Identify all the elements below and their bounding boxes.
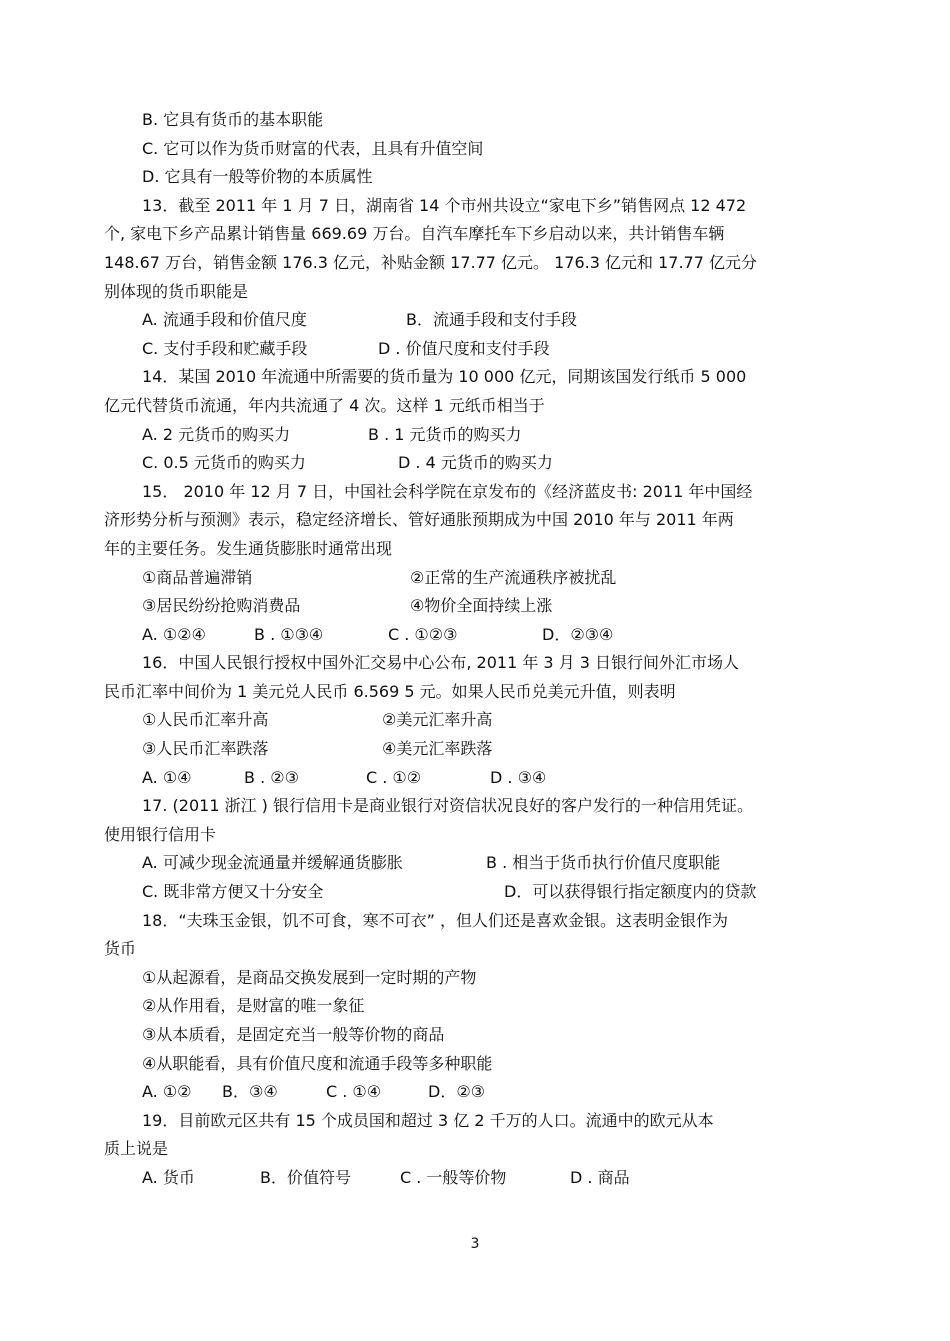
q13-stem-line-2 [104, 220, 844, 249]
q13-options-row-2 [104, 335, 844, 364]
q13-option-c: C. 支付手段和贮藏手段 [142, 338, 308, 358]
q15-statements-row-2 [104, 592, 844, 621]
page-number: 3 [470, 1236, 480, 1252]
q17-options-row-2 [104, 878, 844, 907]
question-text: 19．目前欧元区共有 15 个成员国和超过 3 亿 2 千万的人口。流通中的欧元从本 [142, 1110, 714, 1130]
q15-option-c: C . ①②③ [388, 624, 458, 644]
q15-stem-line-2 [104, 506, 844, 535]
question-text: 14．某国 2010 年流通中所需要的货币量为 10 000 亿元，同期该国发行纸币 5 000 [142, 367, 747, 387]
q16-option-d: D . ③④ [490, 767, 547, 787]
q14-options-row-1 [104, 421, 844, 450]
q16-statement-4: ④美元汇率跌落 [382, 739, 493, 759]
q15-statements-row-1 [104, 564, 844, 593]
q14-option-c: C. 0.5 元货币的购买力 [142, 453, 306, 473]
q14-option-a: A. 2 元货币的购买力 [142, 424, 291, 444]
option-text: B. 它具有货币的基本职能 [142, 110, 324, 129]
q16-option-a: A. ①④ [142, 767, 192, 787]
q17-options-row-1 [104, 849, 844, 878]
q15-statement-4: ④物价全面持续上涨 [410, 596, 553, 616]
question-text: 个, 家电下乡产品累计销售量 669.69 万台。自汽车摩托车下乡启动以来，共计销售车辆 [104, 224, 725, 244]
q18-statement-2 [104, 992, 844, 1021]
q18-options-row [104, 1078, 844, 1107]
statement-text: ③从本质看，是固定充当一般等价物的商品 [142, 1025, 445, 1044]
q15-options-row [104, 621, 844, 650]
q15-statement-3: ③居民纷纷抢购消费品 [142, 596, 301, 616]
question-text: 济形势分析与预测》表示，稳定经济增长、管好通胀预期成为中国 2010 年与 2011 年两 [104, 510, 734, 530]
q16-stem-line-1 [104, 649, 844, 678]
question-text: 民币汇率中间价为 1 美元兑人民币 6.569 5 元。如果人民币兑美元升值，则表明 [104, 681, 676, 701]
q16-statement-3: ③人民币汇率跌落 [142, 739, 269, 759]
statement-text: ①从起源看，是商品交换发展到一定时期的产物 [142, 967, 477, 987]
option-text: D. 它具有一般等价物的本质属性 [142, 167, 373, 187]
question-text: 13．截至 2011 年 1 月 7 日，湖南省 14 个市州共设立“家电下乡”销售网点 12 472 [142, 195, 747, 215]
question-text: 亿元代替货币流通，年内共流通了 4 次。这样 1 元纸币相当于 [104, 395, 545, 415]
q15-statement-1: ①商品普遍滞销 [142, 567, 253, 587]
q15-stem-line-1 [104, 478, 844, 507]
option-text: C. 它可以作为货币财富的代表，且具有升值空间 [142, 138, 484, 158]
q18-option-d: D．②③ [428, 1082, 486, 1102]
q13-stem-line-3 [104, 249, 844, 278]
question-text: 18．“夫珠玉金银，饥不可食，寒不可衣” ，但人们还是喜欢金银。这表明金银作为 [142, 910, 729, 930]
q19-option-b: B．价值符号 [260, 1167, 351, 1187]
q19-stem-line-1 [104, 1107, 844, 1136]
q15-option-b: B . ①③④ [254, 624, 324, 644]
q16-statements-row-1 [104, 706, 844, 735]
question-text: 使用银行信用卡 [104, 824, 217, 844]
q12-option-b [104, 106, 844, 135]
q19-option-a: A. 货币 [142, 1167, 195, 1187]
q13-stem-line-4 [104, 278, 844, 307]
statement-text: ②从作用看，是财富的唯一象征 [142, 996, 365, 1016]
q13-stem-line-1 [104, 192, 844, 221]
question-text: 年的主要任务。发生通货膨胀时通常出现 [104, 538, 393, 558]
q17-stem-line-2 [104, 821, 844, 850]
q16-option-b: B . ②③ [244, 767, 299, 787]
q18-statement-1 [104, 964, 844, 993]
q14-stem-line-1 [104, 363, 844, 392]
q17-option-d: D．可以获得银行指定额度内的贷款 [504, 882, 757, 902]
q14-options-row-2 [104, 449, 844, 478]
q13-option-d: D . 价值尺度和支付手段 [378, 338, 550, 358]
q13-option-a: A. 流通手段和价值尺度 [142, 310, 307, 330]
q16-option-c: C . ①② [366, 767, 422, 787]
q17-stem-line-1 [104, 792, 844, 821]
q17-option-a: A. 可减少现金流通量并缓解通货膨胀 [142, 853, 403, 873]
q15-stem-line-3 [104, 535, 844, 564]
q18-statement-4 [104, 1050, 844, 1079]
q12-option-c [104, 135, 844, 164]
question-text: 16．中国人民银行授权中国外汇交易中心公布, 2011 年 3 月 3 日银行间外汇市场人 [142, 653, 740, 673]
question-text: 质上说是 [104, 1139, 169, 1159]
q18-option-a: A. ①② [142, 1082, 192, 1102]
question-text: 148.67 万台，销售金额 176.3 亿元，补贴金额 17.77 亿元。 176.3 亿元和 17.77 亿元分 [104, 252, 757, 272]
q17-option-c: C. 既非常方便又十分安全 [142, 882, 324, 902]
q16-statements-row-2 [104, 735, 844, 764]
question-text: 17. (2011 浙江 ) 银行信用卡是商业银行对资信状况良好的客户发行的一种信用凭证。 [142, 796, 753, 816]
q18-option-b: B．③④ [222, 1082, 278, 1102]
q15-option-a: A. ①②④ [142, 624, 206, 644]
question-text: 15． 2010 年 12 月 7 日，中国社会科学院在京发布的《经济蓝皮书: 2011 年中国经 [142, 481, 753, 501]
q15-option-d: D．②③④ [542, 624, 614, 644]
page-content [104, 106, 844, 1193]
q17-option-b: B . 相当于货币执行价值尺度职能 [486, 853, 721, 873]
q18-statement-3 [104, 1021, 844, 1050]
q16-statement-2: ②美元汇率升高 [382, 710, 493, 730]
question-text: 货币 [104, 939, 137, 959]
q19-stem-line-2 [104, 1135, 844, 1164]
q13-option-b: B．流通手段和支付手段 [406, 310, 577, 330]
q18-stem-line-1 [104, 907, 844, 936]
q19-option-d: D . 商品 [570, 1167, 630, 1187]
q18-option-c: C . ①④ [326, 1082, 382, 1102]
q19-option-c: C . 一般等价物 [400, 1167, 507, 1187]
q16-options-row [104, 764, 844, 793]
q15-statement-2: ②正常的生产流通秩序被扰乱 [410, 567, 617, 587]
statement-text: ④从职能看，具有价值尺度和流通手段等多种职能 [142, 1053, 493, 1073]
q13-options-row-1 [104, 306, 844, 335]
q18-stem-line-2 [104, 935, 844, 964]
q19-options-row [104, 1164, 844, 1193]
q16-statement-1: ①人民币汇率升高 [142, 710, 269, 730]
question-text: 别体现的货币职能是 [104, 281, 249, 301]
q14-stem-line-2 [104, 392, 844, 421]
q14-option-b: B . 1 元货币的购买力 [368, 424, 522, 444]
q14-option-d: D . 4 元货币的购买力 [398, 453, 553, 473]
q12-option-d [104, 163, 844, 192]
q16-stem-line-2 [104, 678, 844, 707]
